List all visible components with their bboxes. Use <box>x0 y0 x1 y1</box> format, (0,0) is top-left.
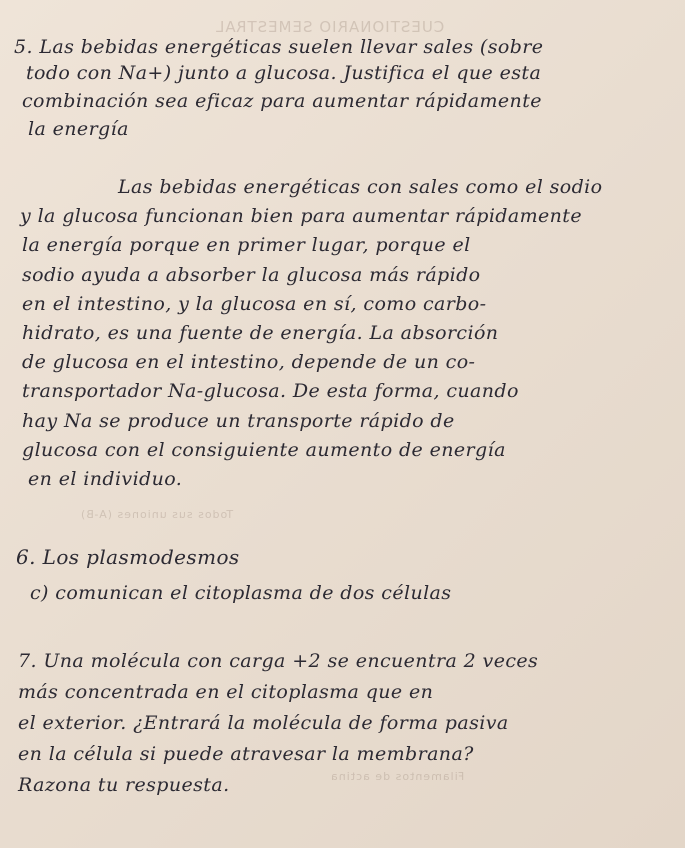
answer-5-line: y la glucosa funcionan bien para aumentar rápidamente <box>20 205 582 227</box>
answer-5-line: hay Na se produce un transporte rápido de <box>22 410 455 432</box>
question-7-line: Razona tu respuesta. <box>18 774 230 796</box>
question-7-line: más concentrada en el citoplasma que en <box>18 681 434 703</box>
answer-5-line: glucosa con el consiguiente aumento de energía <box>22 439 506 461</box>
question-7-line: el exterior. ¿Entrará la molécula de forma pasiva <box>18 712 509 734</box>
answer-5-line: la energía porque en primer lugar, porque el <box>22 234 471 256</box>
question-6-answer: c) comunican el citoplasma de dos células <box>30 582 452 604</box>
question-6-title: 6. Los plasmodesmos <box>16 545 240 569</box>
answer-5-line: hidrato, es una fuente de energía. La absorción <box>22 322 499 344</box>
answer-5-line: Las bebidas energéticas con sales como el sodio <box>118 176 603 198</box>
question-5-line: la energía <box>28 118 129 140</box>
bleed-through-text: Filamentos de actina <box>330 770 465 783</box>
question-5-line: 5. Las bebidas energéticas suelen llevar sales (sobre <box>14 36 544 58</box>
question-5-line: todo con Na+) junto a glucosa. Justifica el que esta <box>26 62 542 84</box>
answer-5-line: en el intestino, y la glucosa en sí, como carbo- <box>22 293 487 315</box>
question-7-line: en la célula si puede atravesar la membrana? <box>18 743 474 765</box>
question-7-line: 7. Una molécula con carga +2 se encuentra 2 veces <box>18 650 539 672</box>
answer-5-line: en el individuo. <box>28 468 183 490</box>
question-5-line: combinación sea eficaz para aumentar rápidamente <box>22 90 542 112</box>
bleed-through-text: Todos sus uniones (A-B) <box>80 508 234 521</box>
answer-5-line: transportador Na-glucosa. De esta forma, cuando <box>22 380 519 402</box>
answer-5-line: sodio ayuda a absorber la glucosa más rápido <box>22 264 481 286</box>
bleed-through-heading: CUESTIONARIO SEMESTRAL <box>215 18 445 36</box>
answer-5-line: de glucosa en el intestino, depende de un co- <box>22 351 476 373</box>
